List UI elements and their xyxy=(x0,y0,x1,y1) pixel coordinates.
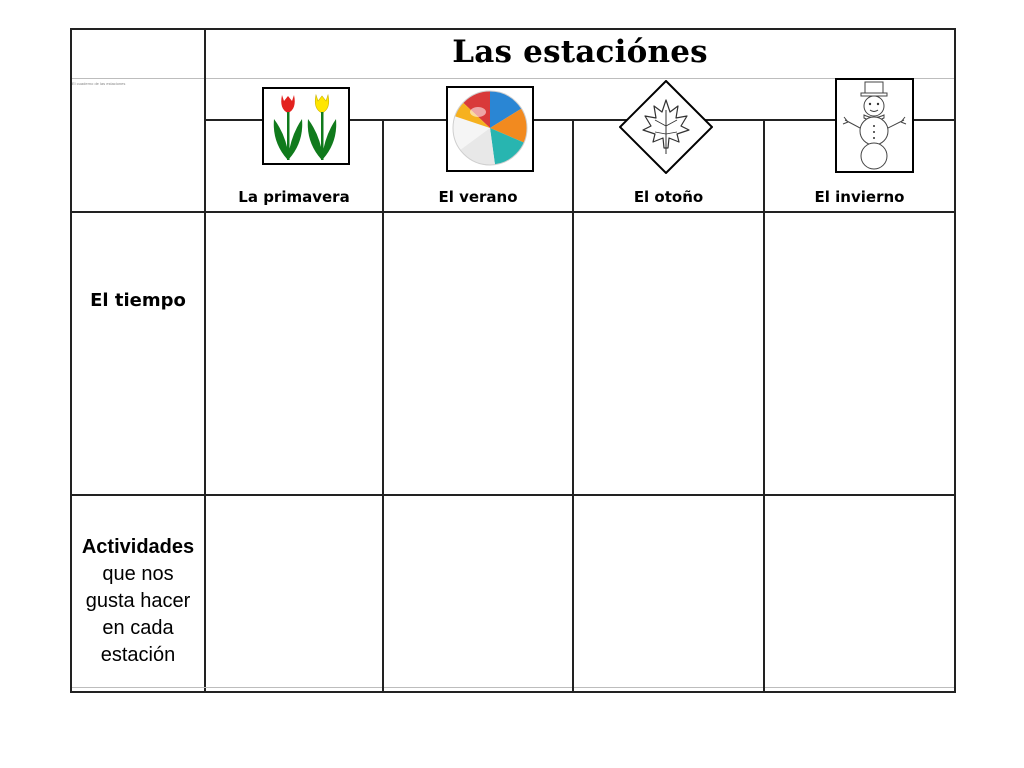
table-border-right xyxy=(954,28,956,693)
beach-ball-icon xyxy=(446,86,534,172)
row-label-weather: El tiempo xyxy=(90,290,186,311)
activities-line-2: gusta hacer xyxy=(85,590,191,612)
cell-weather-summer[interactable] xyxy=(384,213,572,494)
activities-line-3: en cada xyxy=(102,617,174,639)
tulips-icon xyxy=(262,87,350,165)
cell-activities-winter[interactable] xyxy=(765,496,954,687)
cell-weather-autumn[interactable] xyxy=(574,213,763,494)
maple-leaf-icon xyxy=(619,80,713,174)
table-border-bottom xyxy=(70,691,956,693)
cell-weather-spring[interactable] xyxy=(206,213,382,494)
worksheet-title: Las estaciónes xyxy=(452,34,708,70)
table-border-top xyxy=(70,28,956,30)
season-label-winter: El invierno xyxy=(814,188,905,206)
season-label-autumn: El otoño xyxy=(633,188,704,206)
tiny-note: El cuaderno de las estaciones xyxy=(72,81,126,86)
season-label-summer: El verano xyxy=(438,188,518,206)
row-label-activities xyxy=(71,534,205,669)
bottom-double-line xyxy=(72,687,954,688)
label-column-thin-line xyxy=(72,78,204,79)
season-label-spring: La primavera xyxy=(238,188,350,206)
cell-activities-summer[interactable] xyxy=(384,496,572,687)
snowman-icon xyxy=(835,78,914,173)
cell-weather-winter[interactable] xyxy=(765,213,954,494)
cell-activities-autumn[interactable] xyxy=(574,496,763,687)
activities-line-1: que nos xyxy=(102,563,174,585)
cell-activities-spring[interactable] xyxy=(206,496,382,687)
activities-line-4: estación xyxy=(100,644,176,666)
activities-heading: Actividades xyxy=(81,536,195,558)
